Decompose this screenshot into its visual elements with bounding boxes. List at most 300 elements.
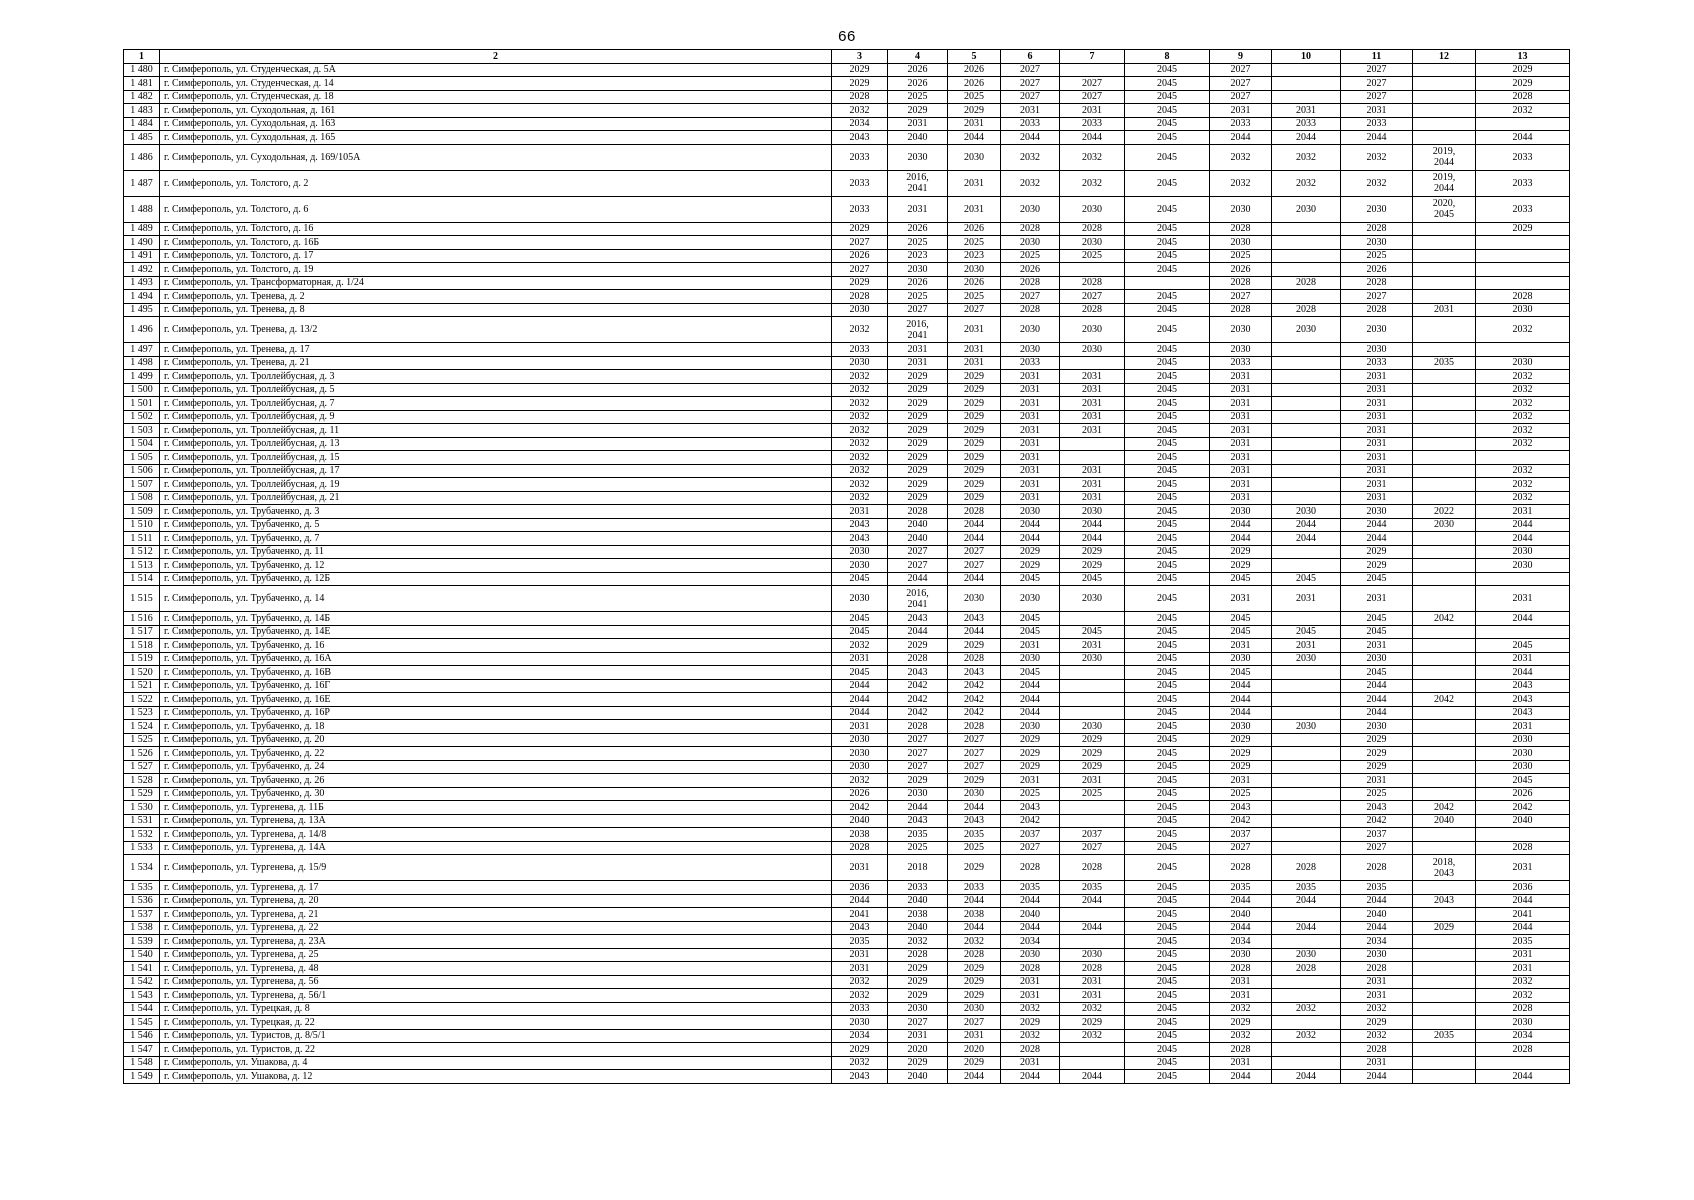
year-cell: 2031 [1210,586,1272,612]
year-cell: 2032 [832,464,888,478]
year-cell: 2028 [1210,303,1272,317]
year-cell: 2031 [1210,975,1272,989]
year-cell [1272,1043,1341,1057]
year-cell: 2045 [1125,989,1210,1003]
year-cell: 2030 [1210,236,1272,250]
year-cell: 2028 [1272,303,1341,317]
address-cell: г. Симферополь, ул. Тренева, д. 17 [160,343,832,357]
year-cell: 2030 [1476,733,1570,747]
year-cell: 2029 [948,1056,1001,1070]
row-number-cell: 1 541 [124,962,160,976]
table-row [124,77,1570,91]
column-header: 10 [1272,50,1341,64]
year-cell: 2033 [1272,117,1341,131]
year-cell: 2044 [1272,532,1341,546]
year-cell: 2030 [888,263,948,277]
row-number-cell: 1 487 [124,170,160,196]
year-cell: 2027 [1210,90,1272,104]
table-row [124,196,1570,222]
year-cell [1272,478,1341,492]
year-cell: 2031 [1476,505,1570,519]
year-cell: 2044 [948,131,1001,145]
year-cell: 2042 [1001,814,1060,828]
table-row [124,720,1570,734]
year-cell: 2031 [1060,370,1125,384]
year-cell: 2025 [1210,787,1272,801]
row-number-cell: 1 521 [124,679,160,693]
year-cell: 2032 [1210,1029,1272,1043]
year-cell: 2044 [1341,1070,1413,1084]
year-cell: 2031 [888,343,948,357]
year-cell: 2032 [1476,370,1570,384]
year-cell [1272,733,1341,747]
row-number-cell: 1 539 [124,935,160,949]
year-cell: 2043 [948,612,1001,626]
year-cell: 2045 [1125,222,1210,236]
year-cell: 2029 [888,383,948,397]
row-number-cell: 1 484 [124,117,160,131]
row-number-cell: 1 518 [124,639,160,653]
row-number-cell: 1 493 [124,276,160,290]
year-cell: 2032 [1060,1029,1125,1043]
address-cell: г. Симферополь, ул. Турецкая, д. 8 [160,1002,832,1016]
row-number-cell: 1 494 [124,290,160,304]
year-cell: 2033 [1001,356,1060,370]
year-cell [1272,1016,1341,1030]
year-cell: 2030 [1001,505,1060,519]
table-row [124,63,1570,77]
address-cell: г. Симферополь, ул. Тургенева, д. 14А [160,841,832,855]
year-cell: 2044 [1001,894,1060,908]
year-cell: 2033 [888,881,948,895]
year-cell: 2044 [832,679,888,693]
year-cell: 2045 [1125,518,1210,532]
year-cell: 2044 [1001,693,1060,707]
address-cell: г. Симферополь, ул. Ушакова, д. 4 [160,1056,832,1070]
address-cell: г. Симферополь, ул. Тургенева, д. 23А [160,935,832,949]
year-cell: 2025 [948,90,1001,104]
year-cell [1272,77,1341,91]
year-cell: 2044 [832,894,888,908]
year-cell [1272,343,1341,357]
year-cell: 2031 [1210,383,1272,397]
year-cell: 2044 [1476,612,1570,626]
year-cell: 2027 [1210,77,1272,91]
year-cell: 2045 [1125,572,1210,586]
year-cell: 2033 [832,343,888,357]
year-cell [1413,276,1476,290]
year-cell: 2045 [1125,1070,1210,1084]
year-cell: 2029 [948,104,1001,118]
year-cell: 2031 [1001,437,1060,451]
year-cell: 2027 [1060,841,1125,855]
year-cell: 2028 [1341,276,1413,290]
year-cell: 2027 [888,733,948,747]
year-cell: 2028 [1001,222,1060,236]
year-cell: 2029 [1060,1016,1125,1030]
year-cell: 2045 [1125,383,1210,397]
year-cell: 2045 [1125,317,1210,343]
year-cell: 2025 [1001,249,1060,263]
address-cell: г. Симферополь, ул. Тургенева, д. 48 [160,962,832,976]
year-cell: 2031 [1001,464,1060,478]
year-cell [1413,787,1476,801]
year-cell: 2030 [1476,747,1570,761]
year-cell: 2028 [1272,962,1341,976]
year-cell: 2044 [1001,532,1060,546]
year-cell: 2045 [1125,814,1210,828]
address-cell: г. Симферополь, ул. Трансформаторная, д. 1/24 [160,276,832,290]
year-cell: 2020 [948,1043,1001,1057]
year-cell [1272,814,1341,828]
table-row [124,921,1570,935]
year-cell: 2025 [1060,249,1125,263]
year-cell: 2043 [888,666,948,680]
column-header: 3 [832,50,888,64]
year-cell: 2043 [1341,801,1413,815]
year-cell [1060,356,1125,370]
year-cell: 2032 [832,1056,888,1070]
table-row [124,559,1570,573]
year-cell: 2028 [1341,222,1413,236]
year-cell: 2029 [1210,760,1272,774]
year-cell: 2031 [1001,104,1060,118]
year-cell: 2044 [948,625,1001,639]
address-cell: г. Симферополь, ул. Суходольная, д. 163 [160,117,832,131]
table-row [124,612,1570,626]
table-row [124,356,1570,370]
year-cell: 2042 [948,693,1001,707]
year-cell: 2033 [1210,117,1272,131]
row-number-cell: 1 530 [124,801,160,815]
row-number-cell: 1 510 [124,518,160,532]
year-cell: 2029 [1341,747,1413,761]
row-number-cell: 1 522 [124,693,160,707]
year-cell: 2031 [1341,410,1413,424]
year-cell: 2029 [948,451,1001,465]
year-cell: 2028 [888,948,948,962]
year-cell: 2030 [948,787,1001,801]
row-number-cell: 1 500 [124,383,160,397]
year-cell: 2037 [1001,828,1060,842]
year-cell: 2045 [1125,63,1210,77]
table-row [124,1056,1570,1070]
year-cell [1413,478,1476,492]
year-cell: 2032 [832,104,888,118]
year-cell: 2044 [1060,921,1125,935]
row-number-cell: 1 525 [124,733,160,747]
year-cell: 2044 [1210,518,1272,532]
year-cell: 2031 [1060,410,1125,424]
year-cell [1413,639,1476,653]
year-cell [1060,666,1125,680]
year-cell: 2027 [1341,63,1413,77]
year-cell: 2043 [832,131,888,145]
year-cell: 2027 [948,559,1001,573]
table-row [124,276,1570,290]
year-cell: 2031 [1272,104,1341,118]
year-cell [1413,437,1476,451]
year-cell: 2034 [1476,1029,1570,1043]
year-cell: 2030 [888,144,948,170]
row-number-cell: 1 531 [124,814,160,828]
row-number-cell: 1 483 [124,104,160,118]
year-cell: 2031 [1341,774,1413,788]
year-cell [1272,559,1341,573]
year-cell: 2029 [948,464,1001,478]
table-row [124,170,1570,196]
row-number-cell: 1 547 [124,1043,160,1057]
year-cell: 2032 [1476,975,1570,989]
year-cell: 2030 [832,559,888,573]
year-cell: 2030 [1272,505,1341,519]
year-cell: 2040 [1001,908,1060,922]
row-number-cell: 1 532 [124,828,160,842]
year-cell: 2034 [1001,935,1060,949]
year-cell [1413,383,1476,397]
row-number-cell: 1 485 [124,131,160,145]
year-cell: 2045 [1125,451,1210,465]
year-cell: 2044 [1272,518,1341,532]
year-cell: 2028 [832,290,888,304]
year-cell: 2033 [1060,117,1125,131]
year-cell: 2029 [888,774,948,788]
year-cell: 2031 [1060,639,1125,653]
year-cell: 2032 [832,451,888,465]
year-cell: 2032 [1001,144,1060,170]
year-cell: 2025 [1341,787,1413,801]
year-cell: 2045 [1125,975,1210,989]
year-cell: 2019, 2044 [1413,170,1476,196]
year-cell [1413,652,1476,666]
year-cell [1060,935,1125,949]
year-cell: 2031 [1210,104,1272,118]
year-cell: 2030 [1001,586,1060,612]
year-cell [1272,290,1341,304]
address-cell: г. Симферополь, ул. Троллейбусная, д. 7 [160,397,832,411]
year-cell: 2044 [948,921,1001,935]
year-cell: 2032 [832,383,888,397]
year-cell [1272,236,1341,250]
year-cell: 2045 [1341,612,1413,626]
year-cell [1413,1043,1476,1057]
year-cell: 2045 [1341,666,1413,680]
year-cell [1272,356,1341,370]
year-cell: 2042 [1210,814,1272,828]
address-cell: г. Симферополь, ул. Тургенева, д. 56 [160,975,832,989]
address-cell: г. Симферополь, ул. Трубаченко, д. 7 [160,532,832,546]
row-number-cell: 1 507 [124,478,160,492]
row-number-cell: 1 489 [124,222,160,236]
year-cell: 2030 [1272,720,1341,734]
year-cell: 2040 [1341,908,1413,922]
year-cell [1272,491,1341,505]
year-cell [1060,706,1125,720]
year-cell: 2042 [1341,814,1413,828]
year-cell: 2035 [948,828,1001,842]
table-row [124,532,1570,546]
year-cell [1413,1002,1476,1016]
year-cell: 2044 [1341,693,1413,707]
year-cell: 2031 [1341,370,1413,384]
table-row [124,774,1570,788]
year-cell [1413,410,1476,424]
row-number-cell: 1 542 [124,975,160,989]
address-cell: г. Симферополь, ул. Толстого, д. 2 [160,170,832,196]
year-cell: 2044 [1060,131,1125,145]
address-cell: г. Симферополь, ул. Суходольная, д. 169/105А [160,144,832,170]
table-row [124,962,1570,976]
year-cell: 2030 [1341,317,1413,343]
year-cell: 2044 [1001,921,1060,935]
year-cell: 2030 [1272,948,1341,962]
year-cell: 2025 [948,841,1001,855]
year-cell: 2040 [888,532,948,546]
year-cell: 2030 [1060,948,1125,962]
row-number-cell: 1 490 [124,236,160,250]
year-cell: 2027 [1341,90,1413,104]
year-cell: 2044 [1001,679,1060,693]
year-cell: 2028 [1060,962,1125,976]
year-cell: 2028 [1210,1043,1272,1057]
address-cell: г. Симферополь, ул. Тургенева, д. 11Б [160,801,832,815]
year-cell: 2042 [948,706,1001,720]
year-cell: 2028 [1341,962,1413,976]
address-cell: г. Симферополь, ул. Трубаченко, д. 12Б [160,572,832,586]
year-cell: 2032 [1476,491,1570,505]
row-number-cell: 1 495 [124,303,160,317]
year-cell [1060,437,1125,451]
table-row [124,814,1570,828]
year-cell: 2044 [1476,666,1570,680]
year-cell: 2030 [948,263,1001,277]
year-cell: 2029 [832,276,888,290]
table-row [124,131,1570,145]
year-cell: 2044 [832,693,888,707]
table-row [124,760,1570,774]
year-cell: 2044 [1060,518,1125,532]
address-cell: г. Симферополь, ул. Тургенева, д. 13А [160,814,832,828]
year-cell [1413,989,1476,1003]
year-cell: 2029 [948,855,1001,881]
year-cell: 2044 [1272,894,1341,908]
year-cell: 2031 [1001,774,1060,788]
year-cell: 2025 [888,90,948,104]
address-cell: г. Симферополь, ул. Троллейбусная, д. 5 [160,383,832,397]
year-cell: 2044 [1060,894,1125,908]
year-cell: 2025 [888,236,948,250]
year-cell: 2045 [1125,117,1210,131]
table-row [124,1016,1570,1030]
year-cell: 2044 [1341,679,1413,693]
year-cell: 2031 [1413,303,1476,317]
year-cell: 2028 [1210,222,1272,236]
year-cell: 2044 [1210,1070,1272,1084]
year-cell: 2029 [948,437,1001,451]
address-cell: г. Симферополь, ул. Студенческая, д. 18 [160,90,832,104]
year-cell: 2030 [1210,652,1272,666]
year-cell [1060,63,1125,77]
year-cell: 2044 [832,706,888,720]
address-cell: г. Симферополь, ул. Трубаченко, д. 24 [160,760,832,774]
year-cell: 2025 [888,841,948,855]
year-cell: 2031 [1476,720,1570,734]
year-cell: 2029 [888,639,948,653]
year-cell: 2045 [1125,491,1210,505]
year-cell: 2044 [1210,679,1272,693]
year-cell [1272,828,1341,842]
address-cell: г. Симферополь, ул. Троллейбусная, д. 11 [160,424,832,438]
address-cell: г. Симферополь, ул. Тренева, д. 2 [160,290,832,304]
year-cell: 2032 [1476,478,1570,492]
year-cell: 2044 [1210,532,1272,546]
year-cell [1413,559,1476,573]
year-cell: 2027 [888,747,948,761]
year-cell: 2045 [1125,720,1210,734]
year-cell: 2045 [1125,144,1210,170]
address-cell: г. Симферополь, ул. Трубаченко, д. 30 [160,787,832,801]
year-cell: 2027 [948,760,1001,774]
year-cell: 2045 [1125,1043,1210,1057]
address-cell: г. Симферополь, ул. Троллейбусная, д. 19 [160,478,832,492]
year-cell: 2044 [1341,518,1413,532]
year-cell: 2030 [832,545,888,559]
year-cell: 2045 [1125,612,1210,626]
year-cell: 2044 [1341,532,1413,546]
row-number-cell: 1 546 [124,1029,160,1043]
year-cell: 2044 [948,532,1001,546]
year-cell: 2032 [1272,1029,1341,1043]
year-cell: 2045 [1210,612,1272,626]
year-cell [1272,410,1341,424]
row-number-cell: 1 516 [124,612,160,626]
year-cell: 2032 [1341,1029,1413,1043]
year-cell: 2031 [1060,104,1125,118]
table-row [124,855,1570,881]
table-row [124,117,1570,131]
year-cell [1413,370,1476,384]
year-cell: 2030 [1272,196,1341,222]
year-cell [1413,962,1476,976]
address-cell: г. Симферополь, ул. Трубаченко, д. 16Г [160,679,832,693]
address-cell: г. Симферополь, ул. Трубаченко, д. 14Б [160,612,832,626]
table-row [124,317,1570,343]
address-cell: г. Симферополь, ул. Суходольная, д. 161 [160,104,832,118]
year-cell: 2030 [1476,559,1570,573]
year-cell: 2044 [948,1070,1001,1084]
address-cell: г. Симферополь, ул. Толстого, д. 17 [160,249,832,263]
year-cell: 2028 [1001,276,1060,290]
year-cell: 2030 [1341,652,1413,666]
address-cell: г. Симферополь, ул. Троллейбусная, д. 9 [160,410,832,424]
row-number-cell: 1 482 [124,90,160,104]
table-row [124,451,1570,465]
year-cell: 2028 [888,720,948,734]
year-cell: 2030 [1060,652,1125,666]
table-row [124,518,1570,532]
year-cell: 2032 [1060,144,1125,170]
year-cell: 2043 [1001,801,1060,815]
table-row [124,706,1570,720]
year-cell: 2027 [1060,77,1125,91]
table-row [124,437,1570,451]
year-cell: 2035 [1210,881,1272,895]
year-cell: 2018 [888,855,948,881]
year-cell: 2030 [1210,196,1272,222]
year-cell: 2030 [1210,505,1272,519]
year-cell: 2032 [832,370,888,384]
year-cell: 2030 [832,303,888,317]
